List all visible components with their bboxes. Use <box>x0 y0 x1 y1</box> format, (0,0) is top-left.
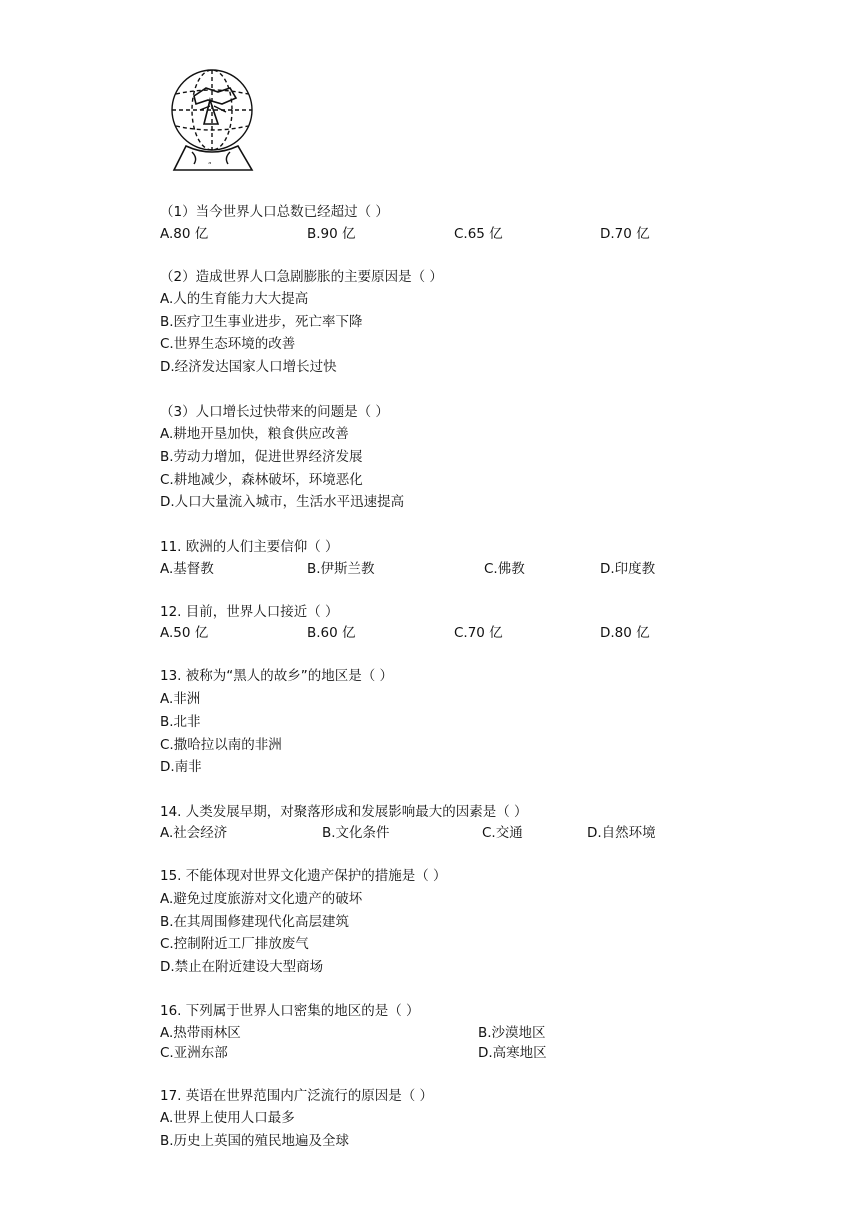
option-d: D.高寒地区 <box>478 1045 547 1061</box>
option-b: B.在其周围修建现代化高层建筑 <box>160 914 350 930</box>
option-b: B.历史上英国的殖民地遍及全球 <box>160 1133 350 1149</box>
question-stem: 13. 被称为“黑人的故乡”的地区是（ ） <box>160 668 394 684</box>
option-a: A.耕地开垦加快，粮食供应改善 <box>160 426 349 442</box>
option-b: B.北非 <box>160 714 201 730</box>
option-d: D.南非 <box>160 759 202 775</box>
option-d: D.经济发达国家人口增长过快 <box>160 359 337 375</box>
option-c: C.65 亿 <box>454 226 503 242</box>
option-a: A.基督教 <box>160 561 214 577</box>
option-b: B.伊斯兰教 <box>307 561 375 577</box>
option-a: A.世界上使用人口最多 <box>160 1110 295 1126</box>
option-d: D.禁止在附近建设大型商场 <box>160 959 324 975</box>
option-a: A.非洲 <box>160 691 201 707</box>
option-d: D.自然环境 <box>587 825 656 841</box>
option-d: D.人口大量流入城市，生活水平迅速提高 <box>160 494 405 510</box>
option-a: A.80 亿 <box>160 226 209 242</box>
option-b: B.90 亿 <box>307 226 356 242</box>
option-c: C.70 亿 <box>454 625 503 641</box>
option-d: D.印度教 <box>600 561 656 577</box>
question-stem: （1）当今世界人口总数已经超过（ ） <box>160 204 389 220</box>
question-stem: 11. 欧洲的人们主要信仰（ ） <box>160 539 339 555</box>
question-stem: （3）人口增长过快带来的问题是（ ） <box>160 404 389 420</box>
option-b: B.劳动力增加，促进世界经济发展 <box>160 449 363 465</box>
question-stem: 16. 下列属于世界人口密集的地区的是（ ） <box>160 1003 420 1019</box>
option-a: A.热带雨林区 <box>160 1025 241 1041</box>
option-c: C.世界生态环境的改善 <box>160 336 296 352</box>
option-c: C.控制附近工厂排放废气 <box>160 936 309 952</box>
option-a: A.人的生育能力大大提高 <box>160 291 309 307</box>
question-stem: 17. 英语在世界范围内广泛流行的原因是（ ） <box>160 1088 434 1104</box>
option-c: C.耕地减少，森林破坏，环境恶化 <box>160 472 363 488</box>
option-a: A.50 亿 <box>160 625 209 641</box>
option-c: C.亚洲东部 <box>160 1045 228 1061</box>
question-stem: 12. 目前，世界人口接近（ ） <box>160 604 339 620</box>
option-b: B.文化条件 <box>322 825 390 841</box>
svg-text:“: “ <box>208 161 212 169</box>
question-stem: 15. 不能体现对世界文化遗产保护的措施是（ ） <box>160 868 447 884</box>
option-a: A.社会经济 <box>160 825 228 841</box>
option-d: D.80 亿 <box>600 625 650 641</box>
option-d: D.70 亿 <box>600 226 650 242</box>
option-b: B.沙漠地区 <box>478 1025 546 1041</box>
option-c: C.撒哈拉以南的非洲 <box>160 737 282 753</box>
globe-cartoon-figure <box>160 66 266 172</box>
question-stem: 14. 人类发展早期，对聚落形成和发展影响最大的因素是（ ） <box>160 804 528 820</box>
option-c: C.交通 <box>482 825 523 841</box>
option-a: A.避免过度旅游对文化遗产的破坏 <box>160 891 363 907</box>
option-c: C.佛教 <box>484 561 525 577</box>
option-b: B.60 亿 <box>307 625 356 641</box>
option-b: B.医疗卫生事业进步，死亡率下降 <box>160 314 363 330</box>
question-stem: （2）造成世界人口急剧膨胀的主要原因是（ ） <box>160 269 443 285</box>
